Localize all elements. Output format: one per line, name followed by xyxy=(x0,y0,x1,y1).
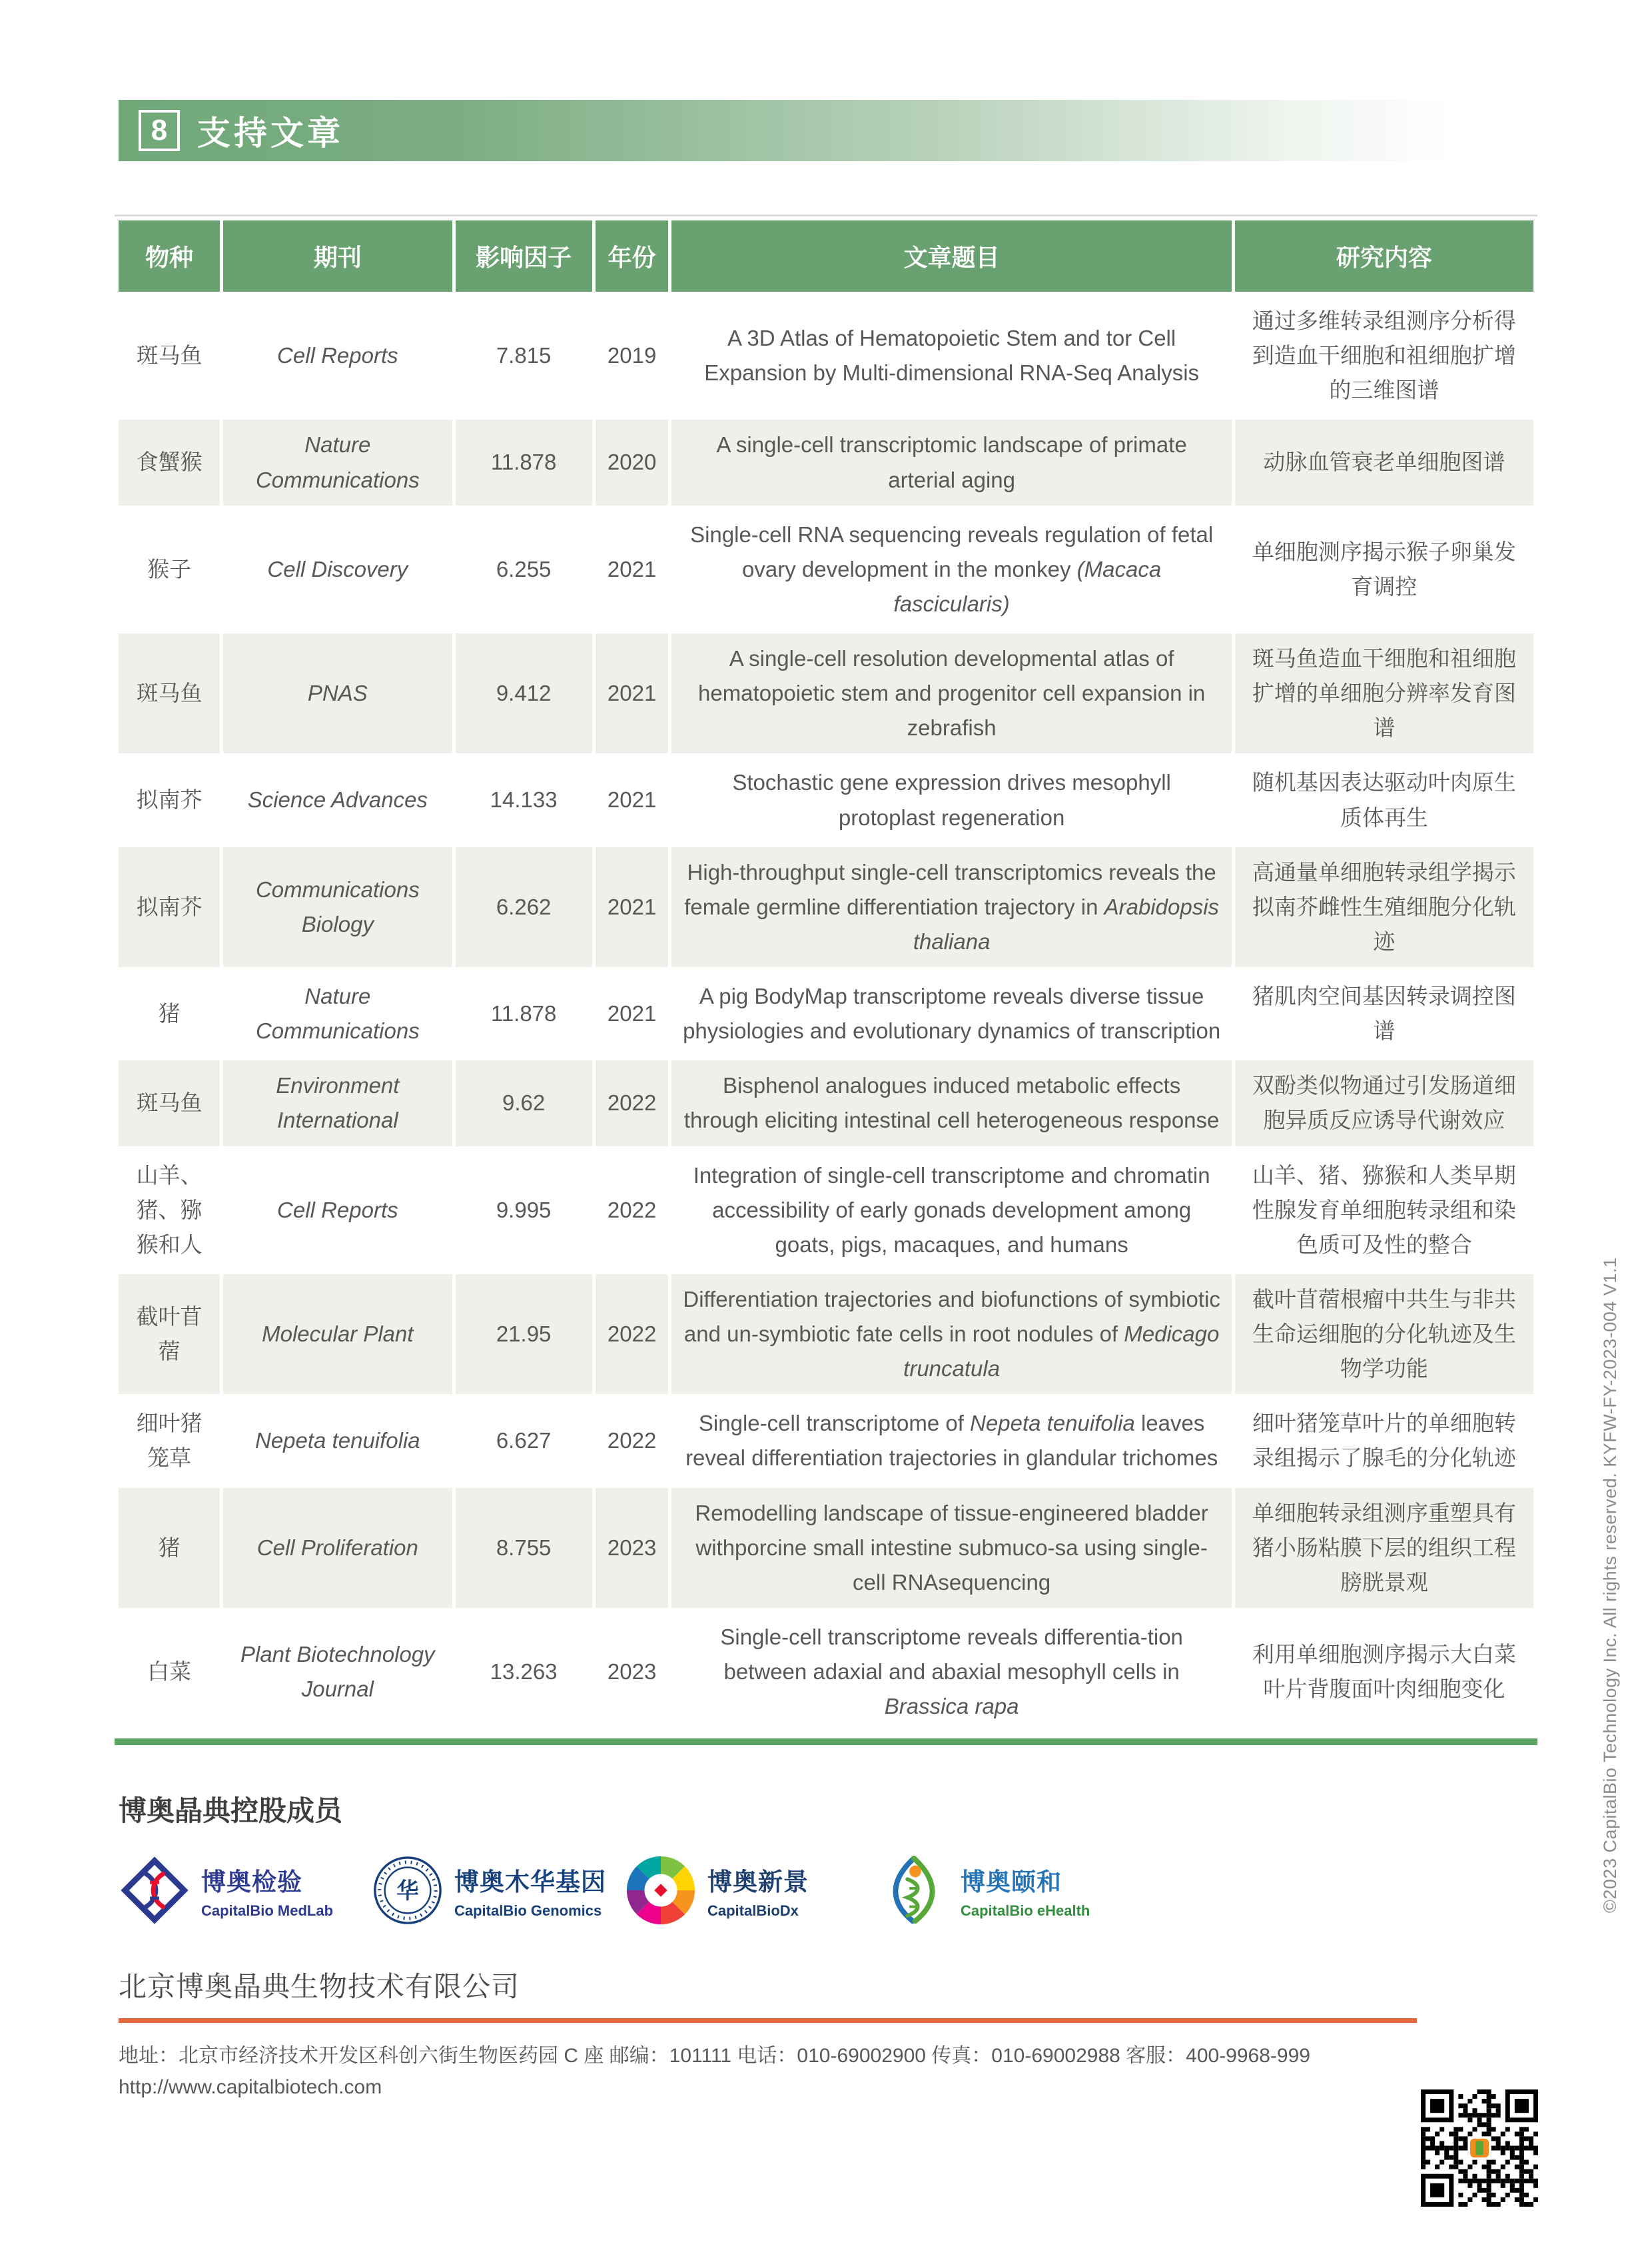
species-cell: 猪 xyxy=(119,971,223,1060)
table-end-rule xyxy=(115,1738,1537,1745)
year-cell: 2022 xyxy=(596,1398,672,1487)
logo-capitalbio-medlab xyxy=(119,1854,372,1926)
article-row xyxy=(119,420,1533,509)
logo-ehealth-en-label: CapitalBio eHealth xyxy=(961,1902,1090,1919)
column-header-year: 年份 xyxy=(596,220,672,296)
journal-cell: Cell Discovery xyxy=(223,510,455,633)
column-header-journal: 期刊 xyxy=(223,220,455,296)
article-row xyxy=(119,1612,1533,1736)
address-line: 地址：北京市经济技术开发区科创六街生物医药园 C 座 邮编：101111 电话：010-69002900 传真：010-69002988 客服：400-9968-999 xyxy=(119,2045,1310,2067)
genomics-seal-icon xyxy=(372,1854,444,1926)
impact-factor-cell: 9.995 xyxy=(456,1150,596,1274)
content-cell: 随机基因表达驱动叶肉原生质体再生 xyxy=(1235,757,1533,847)
company-name: 北京博奥晶典生物技术有限公司 xyxy=(119,1971,520,2003)
journal-cell: PNAS xyxy=(223,633,455,757)
logo-dx-en-label: CapitalBioDx xyxy=(707,1902,799,1919)
year-cell: 2023 xyxy=(596,1488,672,1612)
title-cell: A 3D Atlas of Hematopoietic Stem and tor Cell Expansion by Multi-dimensional RNA-Seq Analysis xyxy=(671,296,1234,420)
article-row xyxy=(119,1274,1533,1398)
impact-factor-cell: 6.255 xyxy=(456,510,596,633)
impact-factor-cell: 7.815 xyxy=(456,296,596,420)
impact-factor-cell: 21.95 xyxy=(456,1274,596,1398)
column-header-species: 物种 xyxy=(119,220,223,296)
article-row xyxy=(119,757,1533,847)
articles-table-body xyxy=(119,296,1533,1736)
title-cell: A single-cell resolution developmental atlas of hematopoietic stem and progenitor cell expansion in zebrafish xyxy=(671,633,1234,757)
section-number: 8 xyxy=(151,114,168,147)
impact-factor-cell: 8.755 xyxy=(456,1488,596,1612)
column-header-content: 研究内容 xyxy=(1235,220,1533,296)
logo-medlab-cn-label: 博奥检验 xyxy=(201,1868,302,1896)
content-cell: 高通量单细胞转录组学揭示拟南芥雌性生殖细胞分化轨迹 xyxy=(1235,847,1533,971)
year-cell: 2022 xyxy=(596,1274,672,1398)
species-cell: 山羊、猪、猕猴和人 xyxy=(119,1150,223,1274)
journal-cell: Plant Biotechnology Journal xyxy=(223,1612,455,1736)
medlab-diamond-dna-icon xyxy=(119,1854,191,1926)
title-cell: A single-cell transcriptomic landscape of primate arterial aging xyxy=(671,420,1234,509)
content-cell: 细叶猪笼草叶片的单细胞转录组揭示了腺毛的分化轨迹 xyxy=(1235,1398,1533,1487)
orange-rule xyxy=(119,2018,1417,2023)
logos-row xyxy=(119,1854,1158,1926)
species-cell: 斑马鱼 xyxy=(119,296,223,420)
year-cell: 2021 xyxy=(596,510,672,633)
journal-cell: Nepeta tenuifolia xyxy=(223,1398,455,1487)
impact-factor-cell: 13.263 xyxy=(456,1612,596,1736)
logo-genomics-cn-label: 博奥木华基因 xyxy=(454,1868,606,1896)
species-cell: 拟南芥 xyxy=(119,757,223,847)
logo-capitalbio-ehealth xyxy=(878,1854,1131,1926)
dx-pinwheel-icon xyxy=(625,1854,697,1926)
title-cell: Single-cell transcriptome reveals differentia-tion between adaxial and abaxial mesophyll cells in Brassica rapa xyxy=(671,1612,1234,1736)
journal-cell: Science Advances xyxy=(223,757,455,847)
content-cell: 截叶苜蓿根瘤中共生与非共生命运细胞的分化轨迹及生物学功能 xyxy=(1235,1274,1533,1398)
article-row xyxy=(119,633,1533,757)
journal-cell: Environment International xyxy=(223,1060,455,1150)
articles-table xyxy=(119,220,1533,1736)
impact-factor-cell: 9.412 xyxy=(456,633,596,757)
species-cell: 截叶苜蓿 xyxy=(119,1274,223,1398)
year-cell: 2020 xyxy=(596,420,672,509)
title-cell: Bisphenol analogues induced metabolic effects through eliciting intestinal cell heterogeneous response xyxy=(671,1060,1234,1150)
title-cell: Single-cell RNA sequencing reveals regulation of fetal ovary development in the monkey (Macaca fascicularis) xyxy=(671,510,1234,633)
year-cell: 2021 xyxy=(596,633,672,757)
logo-capitalbio-dx xyxy=(625,1854,878,1926)
logo-medlab-en-label: CapitalBio MedLab xyxy=(201,1902,334,1919)
content-cell: 单细胞转录组测序重塑具有猪小肠粘膜下层的组织工程膀胱景观 xyxy=(1235,1488,1533,1612)
year-cell: 2022 xyxy=(596,1150,672,1274)
species-cell: 猴子 xyxy=(119,510,223,633)
article-row xyxy=(119,1060,1533,1150)
journal-cell: Nature Communications xyxy=(223,971,455,1060)
content-cell: 斑马鱼造血干细胞和祖细胞扩增的单细胞分辨率发育图谱 xyxy=(1235,633,1533,757)
section-title: 支持文章 xyxy=(197,115,344,152)
journal-cell: Cell Reports xyxy=(223,296,455,420)
members-heading: 博奥晶典控股成员 xyxy=(119,1795,343,1827)
impact-factor-cell: 6.262 xyxy=(456,847,596,971)
ehealth-leaf-dna-icon xyxy=(878,1854,950,1926)
title-cell: Remodelling landscape of tissue-engineered bladder withporcine small intestine submuco-sa using single-cell RNAsequencing xyxy=(671,1488,1234,1612)
journal-cell: Cell Reports xyxy=(223,1150,455,1274)
content-cell: 利用单细胞测序揭示大白菜叶片背腹面叶肉细胞变化 xyxy=(1235,1612,1533,1736)
year-cell: 2021 xyxy=(596,757,672,847)
article-row xyxy=(119,971,1533,1060)
content-cell: 通过多维转录组测序分析得到造血干细胞和祖细胞扩增的三维图谱 xyxy=(1235,296,1533,420)
logo-ehealth-cn-label: 博奥颐和 xyxy=(961,1868,1062,1896)
column-header-title: 文章题目 xyxy=(671,220,1234,296)
title-cell: Integration of single-cell transcriptome and chromatin accessibility of early gonads development among goats, pigs, macaques, and humans xyxy=(671,1150,1234,1274)
content-cell: 猪肌肉空间基因转录调控图谱 xyxy=(1235,971,1533,1060)
logo-genomics-en-label: CapitalBio Genomics xyxy=(454,1902,602,1919)
journal-cell: Cell Proliferation xyxy=(223,1488,455,1612)
article-row xyxy=(119,1398,1533,1487)
impact-factor-cell: 14.133 xyxy=(456,757,596,847)
journal-cell: Nature Communications xyxy=(223,420,455,509)
impact-factor-cell: 11.878 xyxy=(456,420,596,509)
species-cell: 斑马鱼 xyxy=(119,633,223,757)
content-cell: 动脉血管衰老单细胞图谱 xyxy=(1235,420,1533,509)
impact-factor-cell: 9.62 xyxy=(456,1060,596,1150)
article-row xyxy=(119,510,1533,633)
section-banner xyxy=(119,100,1492,161)
content-cell: 双酚类似物通过引发肠道细胞异质反应诱导代谢效应 xyxy=(1235,1060,1533,1150)
section-number-box xyxy=(139,110,180,151)
table-header-row xyxy=(119,220,1533,296)
title-cell: A pig BodyMap transcriptome reveals diverse tissue physiologies and evolutionary dynamics of transcription xyxy=(671,971,1234,1060)
column-header-impact-factor: 影响因子 xyxy=(456,220,596,296)
impact-factor-cell: 6.627 xyxy=(456,1398,596,1487)
year-cell: 2019 xyxy=(596,296,672,420)
article-row xyxy=(119,296,1533,420)
content-cell: 山羊、猪、猕猴和人类早期性腺发育单细胞转录组和染色质可及性的整合 xyxy=(1235,1150,1533,1274)
article-row xyxy=(119,847,1533,971)
species-cell: 食蟹猴 xyxy=(119,420,223,509)
article-row xyxy=(119,1488,1533,1612)
species-cell: 白菜 xyxy=(119,1612,223,1736)
species-cell: 猪 xyxy=(119,1488,223,1612)
website-link[interactable]: http://www.capitalbiotech.com xyxy=(119,2076,382,2099)
content-cell: 单细胞测序揭示猴子卵巢发育调控 xyxy=(1235,510,1533,633)
year-cell: 2022 xyxy=(596,1060,672,1150)
title-cell: High-throughput single-cell transcriptomics reveals the female germline differentiation trajectory in Arabidopsis thaliana xyxy=(671,847,1234,971)
impact-factor-cell: 11.878 xyxy=(456,971,596,1060)
journal-cell: Communications Biology xyxy=(223,847,455,971)
species-cell: 细叶猪笼草 xyxy=(119,1398,223,1487)
qr-code xyxy=(1421,2089,1538,2207)
year-cell: 2023 xyxy=(596,1612,672,1736)
svg-text:华: 华 xyxy=(396,1879,419,1904)
logo-capitalbio-genomics xyxy=(372,1854,625,1926)
title-cell: Single-cell transcriptome of Nepeta tenuifolia leaves reveal differentiation trajectories in glandular trichomes xyxy=(671,1398,1234,1487)
logo-dx-cn-label: 博奥新景 xyxy=(707,1868,809,1896)
title-cell: Differentiation trajectories and biofunctions of symbiotic and un-symbiotic fate cells in root nodules of Medicago truncatula xyxy=(671,1274,1234,1398)
species-cell: 斑马鱼 xyxy=(119,1060,223,1150)
journal-cell: Molecular Plant xyxy=(223,1274,455,1398)
title-cell: Stochastic gene expression drives mesophyll protoplast regeneration xyxy=(671,757,1234,847)
year-cell: 2021 xyxy=(596,847,672,971)
side-note: ©2023 CapitalBio Technology Inc. All rights reserved. KYFW-FY-2023-004 V1.1 xyxy=(1600,1257,1620,1913)
article-row xyxy=(119,1150,1533,1274)
species-cell: 拟南芥 xyxy=(119,847,223,971)
table-top-rule xyxy=(115,214,1537,216)
year-cell: 2021 xyxy=(596,971,672,1060)
